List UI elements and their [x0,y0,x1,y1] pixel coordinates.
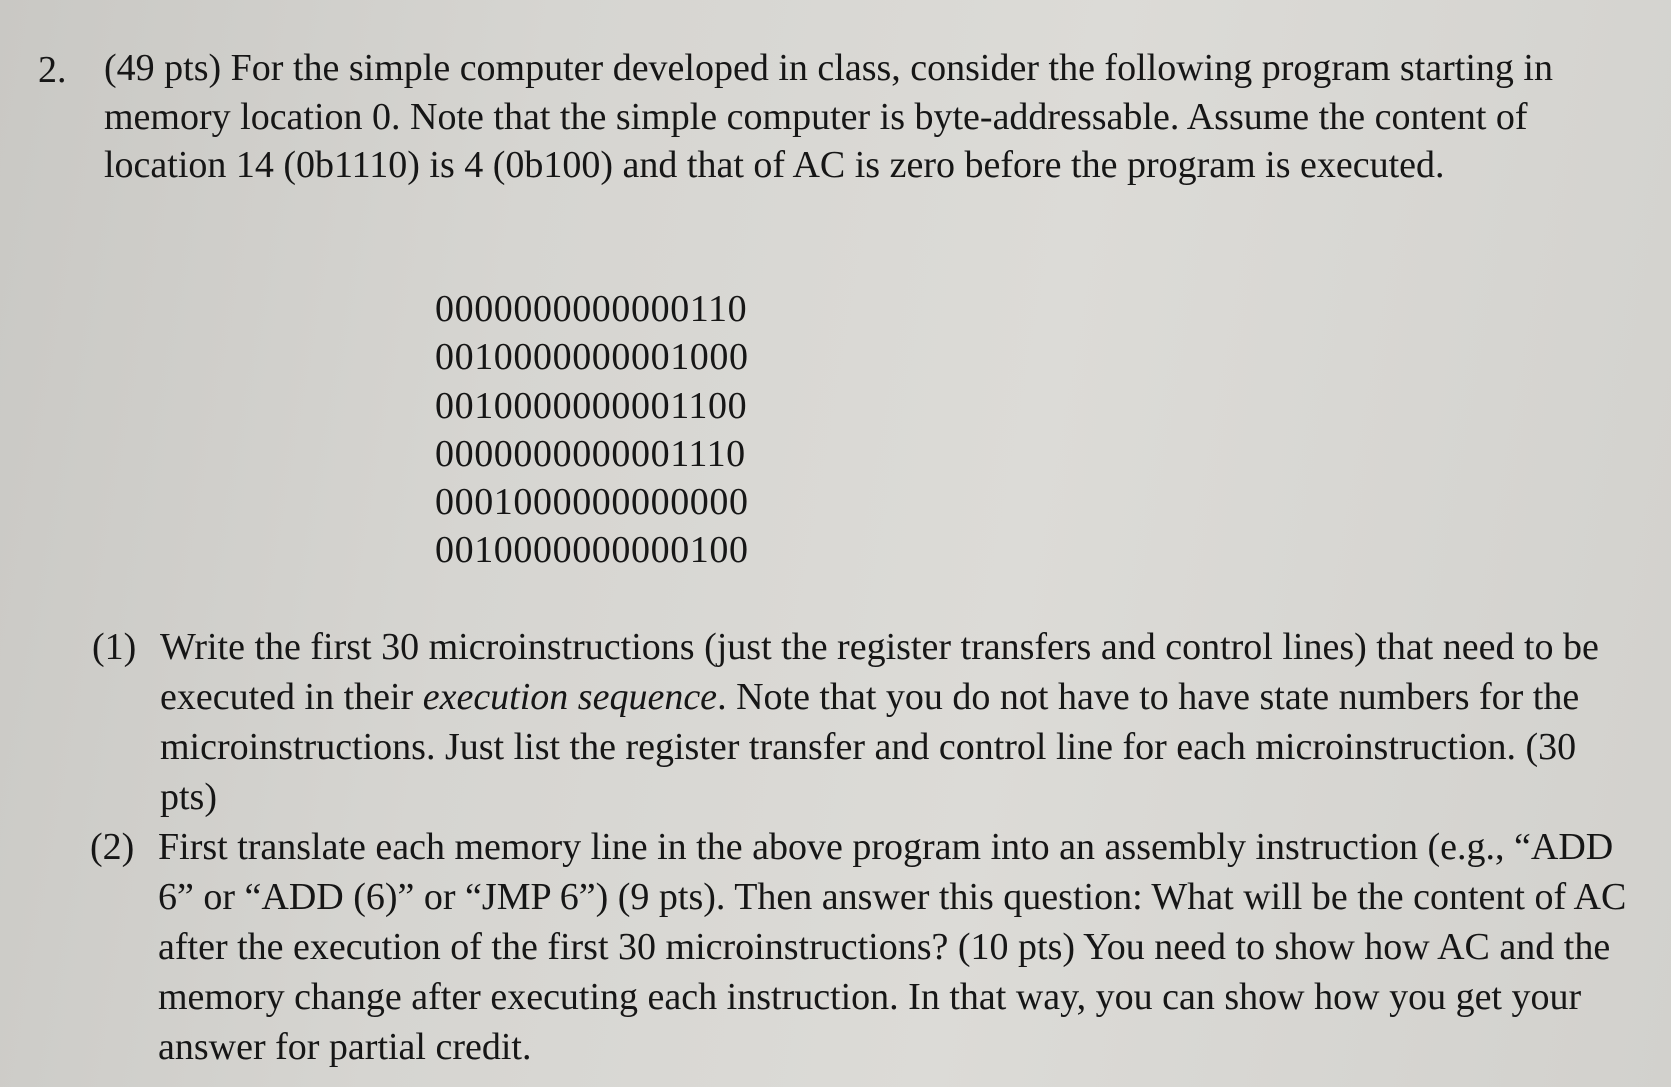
subquestion-1-label: (1) [92,626,137,668]
subquestion-2-text: First translate each memory line in the above program into an assembly instruction (e.g., “ADD 6” or “ADD (6)” or “JMP 6”) (9 pts). Then answer this question: What will be the content of AC after the execution of the first 30 microinstructions? (10 pts) You need to show how AC and the memory change after executing each instruction. In that way, you can show how you get your answer for partial credit. [158,826,1627,1068]
subquestion-1-text [160,622,1630,822]
program-line-5: 0010000000000100 [435,529,749,572]
subquestion-2-label: (2) [90,826,135,868]
question-intro: (49 pts) For the simple computer developed in class, consider the following program starting in memory location 0. Note that the simple computer is byte-addressable. Assume the content of location 14 (0b1110) is 4 (0b100) and that of AC is zero before the program is executed. [104,47,1553,186]
subquestion-1-text-before: Write the first 30 microinstructions (just the register transfers and control lines) that need to be executed in their [160,626,1599,718]
program-line-2: 0010000000001100 [435,384,748,427]
subquestion-1-text-after: . Note that you do not have to have state numbers for the microinstructions. Just list the register transfer and control line for each microinstruction. (30 pts) [160,676,1580,818]
subquestion-1-emphasis: execution sequence [422,676,718,718]
program-line-4: 0001000000000000 [435,481,749,524]
program-line-1: 0010000000001000 [435,336,749,379]
program-line-0: 0000000000000110 [435,288,748,330]
program-line-3: 0000000000001110 [435,432,746,475]
question-number: 2. [38,49,67,91]
program-listing [435,285,749,575]
